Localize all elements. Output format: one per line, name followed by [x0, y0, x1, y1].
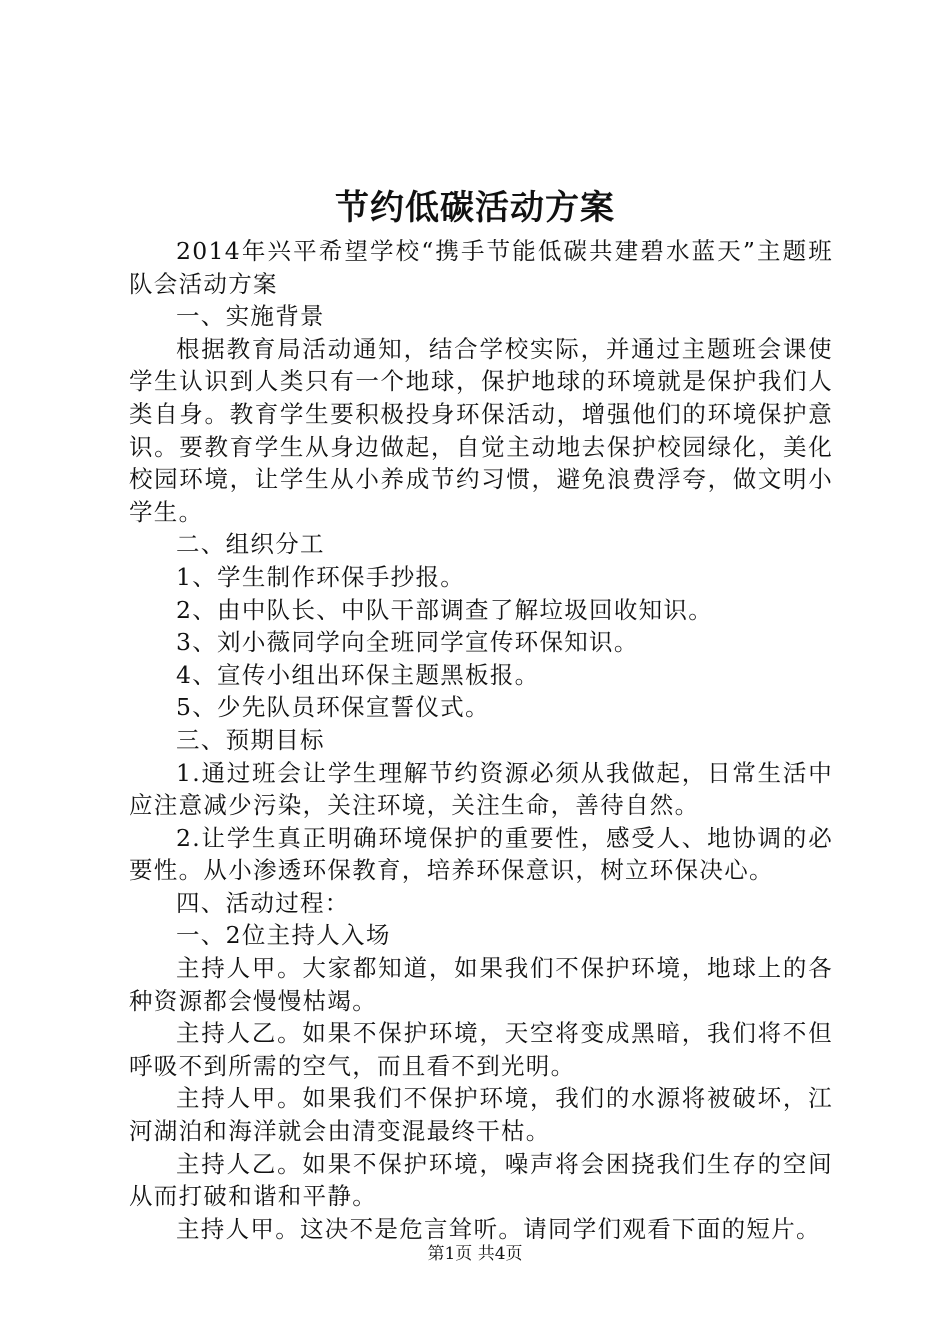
paragraph: 根据教育局活动通知，结合学校实际，并通过主题班会课使学生认识到人类只有一个地球，保护地球的环境就是保护我们人类自身。教育学生要积极投身环保活动，增强他们的环境保护意识。要教育学生从身边做起，自觉主动地去保护校园绿化，美化校园环境，让学生从小养成节约习惯，避免浪费浮夸，做文明小学生。	[129, 334, 833, 526]
list-item: 5、少先队员环保宣誓仪式。	[176, 693, 490, 722]
list-item: 2、由中队长、中队干部调查了解垃圾回收知识。	[176, 595, 714, 624]
section-heading: 四、活动过程：	[176, 888, 350, 917]
document-title: 节约低碳活动方案	[335, 188, 615, 228]
list-item: 1、学生制作环保手抄报。	[176, 562, 466, 591]
paragraph: 主持人乙。如果不保护环境，天空将变成黑暗，我们将不但呼吸不到所需的空气，而且看不到光明。	[129, 1019, 833, 1080]
document-body	[129, 235, 833, 1245]
paragraph: 主持人甲。如果我们不保护环境，我们的水源将被破坏，江河湖泊和海洋就会由清变混最终干枯。	[129, 1084, 833, 1146]
section-heading: 二、组织分工	[176, 530, 325, 559]
paragraph: 2014年兴平希望学校“携手节能低碳共建碧水蓝天”主题班队会活动方案	[129, 237, 833, 298]
page-footer: 第1页 共4页	[427, 1244, 523, 1264]
paragraph: 主持人甲。大家都知道，如果我们不保护环境，地球上的各种资源都会慢慢枯竭。	[129, 954, 833, 1015]
section-heading: 三、预期目标	[176, 725, 325, 754]
list-item: 3、刘小薇同学向全班同学宣传环保知识。	[176, 628, 639, 657]
paragraph: 主持人甲。这决不是危言耸听。请同学们观看下面的短片。	[176, 1214, 821, 1243]
section-heading: 一、实施背景	[176, 302, 325, 331]
paragraph: 主持人乙。如果不保护环境，噪声将会困挠我们生存的空间从而打破和谐和平静。	[129, 1149, 833, 1211]
list-item: 4、宣传小组出环保主题黑板报。	[176, 660, 540, 689]
paragraph: 2.让学生真正明确环境保护的重要性，感受人、地协调的必要性。从小渗透环保教育，培养环保意识，树立环保决心。	[129, 823, 833, 885]
section-heading: 一、2位主持人入场	[176, 921, 391, 950]
paragraph: 1.通过班会让学生理解节约资源必须从我做起，日常生活中应注意减少污染，关注环境，关注生命，善待自然。	[129, 758, 833, 820]
